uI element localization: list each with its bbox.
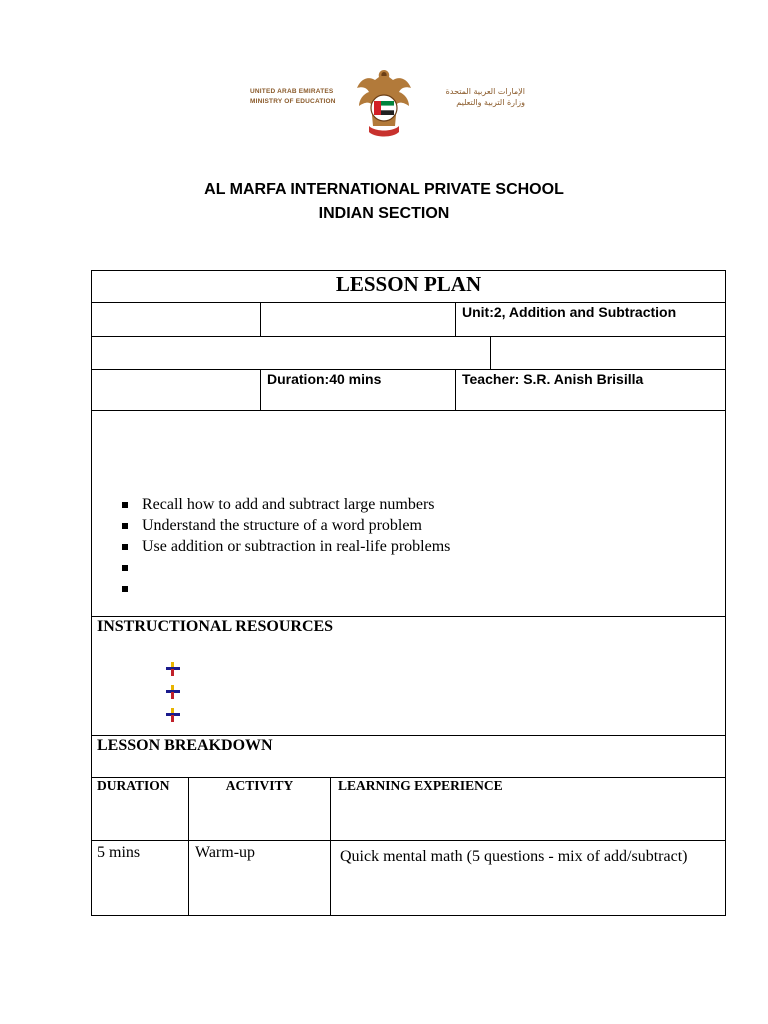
cross-bullet-icon — [166, 708, 180, 722]
col-divider — [490, 336, 491, 369]
table-border-bottom — [91, 915, 726, 916]
uae-falcon-emblem-icon — [355, 66, 413, 140]
col-divider — [260, 302, 261, 336]
column-header-learning-experience: LEARNING EXPERIENCE — [338, 778, 503, 793]
row-divider — [91, 735, 726, 736]
resources-heading: INSTRUCTIONAL RESOURCES — [97, 618, 334, 635]
row-divider — [91, 410, 726, 411]
ministry-name-arabic — [425, 86, 525, 108]
table-border-top — [91, 270, 726, 271]
cross-bullet-icon — [166, 662, 180, 676]
col-divider — [330, 777, 331, 915]
ministry-line-1: UNITED ARAB EMIRATES — [250, 88, 334, 95]
row-divider — [91, 369, 726, 370]
row-activity: Warm-up — [195, 844, 256, 861]
unit-label: Unit:2, Addition and Subtraction — [462, 304, 677, 320]
duration-label: Duration:40 mins — [267, 371, 382, 387]
ministry-ar-line-1: الإمارات العربية المتحدة — [445, 87, 525, 96]
row-divider — [91, 336, 726, 337]
col-divider — [455, 302, 456, 336]
teacher-label: Teacher: S.R. Anish Brisilla — [462, 371, 644, 387]
row-learning-experience: Quick mental math (5 questions - mix of add/subtract) — [340, 848, 688, 865]
col-divider — [260, 369, 261, 410]
list-item: Understand the structure of a word problem — [118, 515, 450, 536]
list-item: Recall how to add and subtract large numbers — [118, 494, 450, 515]
row-divider — [91, 302, 726, 303]
school-name: AL MARFA INTERNATIONAL PRIVATE SCHOOL — [204, 181, 564, 198]
learning-objectives-list — [118, 494, 450, 599]
row-duration: 5 mins — [97, 844, 141, 861]
column-header-activity: ACTIVITY — [225, 778, 294, 793]
col-divider — [455, 369, 456, 410]
ministry-name-english — [250, 87, 348, 107]
ministry-ar-line-2: وزارة التربية والتعليم — [456, 98, 525, 107]
column-header-duration: DURATION — [97, 778, 170, 793]
list-item: Use addition or subtraction in real-life problems — [118, 536, 450, 557]
school-title — [0, 178, 768, 226]
table-border-left — [91, 270, 92, 916]
cross-bullet-icon — [166, 685, 180, 699]
row-divider — [91, 616, 726, 617]
table-border-right — [725, 270, 726, 916]
school-section: INDIAN SECTION — [318, 205, 450, 222]
list-item — [118, 557, 450, 578]
breakdown-heading: LESSON BREAKDOWN — [97, 737, 273, 754]
row-divider — [91, 840, 726, 841]
list-item — [118, 578, 450, 599]
lesson-plan-title: LESSON PLAN — [335, 272, 482, 296]
ministry-line-2: MINISTRY OF EDUCATION — [250, 98, 336, 105]
col-divider — [188, 777, 189, 915]
